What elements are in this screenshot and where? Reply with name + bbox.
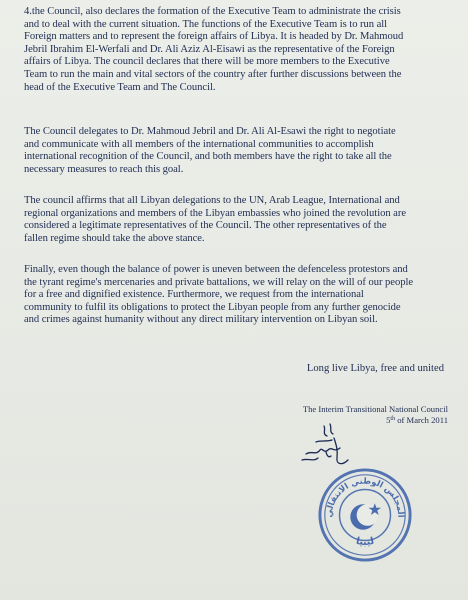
paragraph-executive-team <box>24 6 456 94</box>
text-line: affairs of Libya. The council declares that there will be more members to the Executive <box>24 56 390 68</box>
text-line: Finally, even though the balance of power is uneven between the defenceless protestors and <box>24 264 408 275</box>
text-line: The council affirms that all Libyan delegations to the UN, Arab League, International and <box>24 195 400 206</box>
text-line: 4.the Council, also declares the formation of the Executive Team to administrate the crisis <box>24 6 401 17</box>
council-name: The Interim Transitional National Council <box>302 404 448 414</box>
seal-arabic-bottom: ليبيا <box>354 535 376 548</box>
text-line: community to fulfil its obligations to protect the Libyan people from any further genocide <box>24 301 401 313</box>
text-line: head of the Executive Team and The Council. <box>24 81 216 93</box>
handwritten-signature <box>296 420 356 470</box>
text-line: The Council delegates to Dr. Mahmoud Jebril and Dr. Ali Al-Esawi the right to negotiate <box>24 126 396 137</box>
text-line: regional organizations and members of the Libyan embassies who joined the revolution are <box>24 207 406 219</box>
svg-text:ليبيا <box>355 536 375 548</box>
text-line: necessary measures to reach this goal. <box>24 163 184 175</box>
text-line: for a free and dignified existence. Furthermore, we request from the international <box>24 289 364 301</box>
date-day: 5 <box>386 415 391 426</box>
national-council-seal <box>316 466 414 564</box>
text-line: Team to run the main and vital sectors of the country after further discussions between the <box>24 68 402 80</box>
paragraph-affirmation <box>24 195 456 245</box>
text-line: Foreign matters and to represent the foreign affairs of Libya. It is headed by Dr. Mahmoud <box>24 31 404 43</box>
text-line: Jebril Ibrahim El-Werfali and Dr. Ali Aziz Al-Eisawi as the representative of the Foreign <box>24 43 395 55</box>
date-suffix: th <box>390 416 396 423</box>
paragraph-delegation <box>24 126 456 176</box>
text-line: international recognition of the Council, and both members have the right to take all the <box>24 151 392 163</box>
text-line: and crimes against humanity without any direct military intervention on Libyan soil. <box>24 314 378 326</box>
closing-line: Long live Libya, free and united <box>306 363 444 374</box>
text-line: the tyrant regime's mercenaries and private battalions, we will relay on the will of our people <box>24 276 413 288</box>
paragraph-finally <box>24 264 456 327</box>
text-line: considered a legitimate representatives of the Council. The other representatives of the <box>24 220 387 232</box>
text-line: and communicate with all members of the international communities to accomplish <box>24 138 374 150</box>
text-line: fallen regime should take the above stance. <box>24 232 205 244</box>
date-rest: of March 2011 <box>395 415 448 426</box>
text-line: and to deal with the current situation. The functions of the Executive Team is to run all <box>24 18 388 30</box>
seal-arabic-top: المجلس الوطني الانتقالي <box>323 475 407 518</box>
